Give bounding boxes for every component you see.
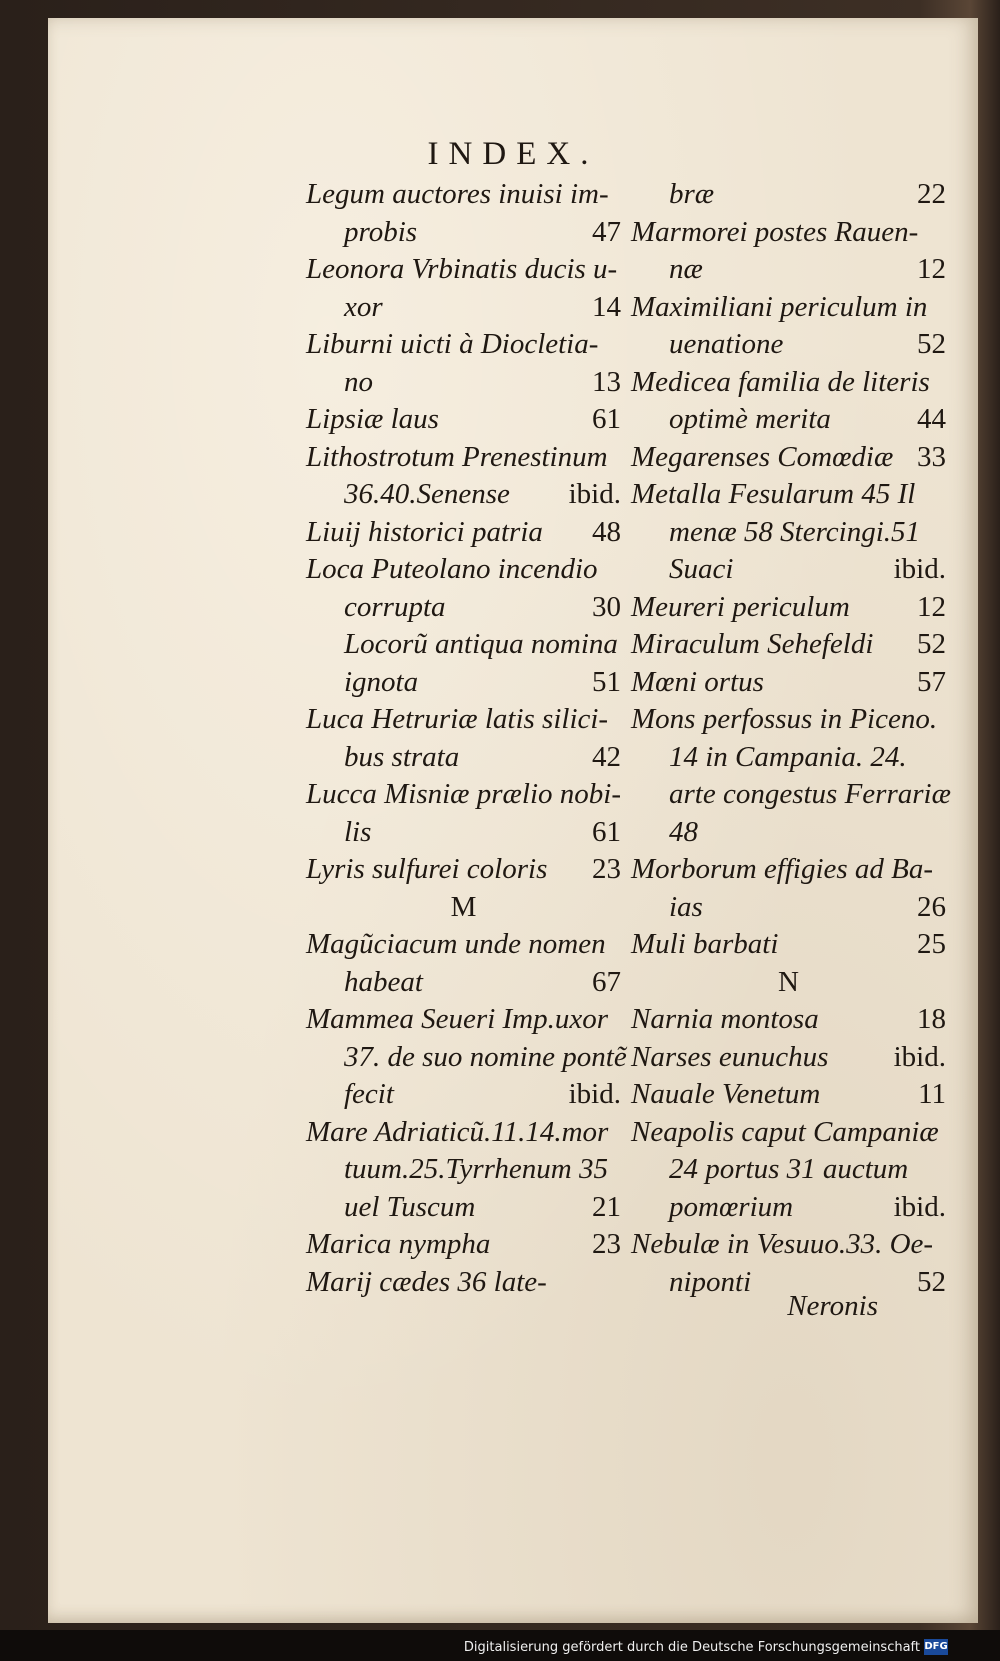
- entry-text: 37. de suo nomine pontẽ: [344, 1040, 627, 1073]
- entry-page-ref: ibid.: [893, 1190, 946, 1223]
- entry-text: optimè merita: [669, 403, 831, 435]
- entry-text: Leonora Vrbinatis ducis u-: [306, 253, 618, 285]
- index-column-left: [306, 176, 627, 1301]
- dfg-logo: DFG: [924, 1639, 948, 1655]
- index-entry: [306, 1001, 621, 1039]
- entry-text: xor: [344, 290, 383, 323]
- index-entry: [306, 1114, 621, 1152]
- entry-page-ref: 48: [592, 515, 621, 548]
- index-entry: [631, 776, 951, 814]
- index-entry: [306, 1264, 621, 1302]
- entry-text: bus strata: [344, 740, 460, 773]
- entry-text: Maximiliani periculum in: [631, 290, 928, 323]
- index-column-right: [631, 176, 951, 1301]
- index-entry: [306, 1226, 621, 1264]
- entry-page-ref: 52: [917, 628, 946, 660]
- entry-page-ref: 12: [917, 590, 946, 623]
- index-entry: [306, 1076, 621, 1114]
- index-entry: [631, 1151, 946, 1189]
- index-entry: [631, 701, 946, 739]
- entry-text: 14 in Campania. 24.: [669, 740, 907, 773]
- index-entry: [306, 589, 621, 627]
- book-page: [48, 18, 978, 1623]
- index-entry: [306, 1039, 627, 1077]
- entry-text: Locorũ antiqua nomina: [344, 628, 618, 660]
- index-entry: [306, 626, 621, 664]
- entry-text: Metalla Fesularum 45 Il: [631, 478, 916, 510]
- entry-text: Megarenses Comœdiæ: [631, 440, 894, 473]
- entry-text: Miraculum Sehefeldi: [631, 628, 874, 660]
- catchword: Neronis: [787, 1290, 878, 1322]
- entry-page-ref: 14: [592, 290, 621, 323]
- index-entry: [631, 1226, 946, 1264]
- entry-text: Mare Adriaticũ.11.14.mor: [306, 1115, 609, 1148]
- index-entry: [631, 364, 946, 402]
- entry-text: uel Tuscum: [344, 1190, 476, 1223]
- index-entry: [631, 814, 946, 852]
- entry-page-ref: 52: [917, 1265, 946, 1298]
- entry-page-ref: 23: [592, 1228, 621, 1260]
- entry-text: M: [450, 890, 477, 923]
- index-entry: [306, 851, 621, 889]
- entry-text: no: [344, 365, 373, 398]
- index-entry: [306, 401, 621, 439]
- entry-text: Loca Puteolano incendio: [306, 553, 598, 585]
- entry-page-ref: 21: [592, 1190, 621, 1223]
- index-entry: [631, 214, 946, 252]
- index-entry: [306, 964, 621, 1002]
- entry-text: lis: [344, 815, 372, 848]
- index-entry: [631, 176, 946, 214]
- entry-text: Liuij historici patria: [306, 515, 543, 548]
- entry-text: Lipsiæ laus: [306, 403, 439, 435]
- entry-text: Suaci: [669, 553, 734, 585]
- entry-page-ref: ibid.: [893, 553, 946, 585]
- index-entry: [306, 326, 621, 364]
- entry-text: ignota: [344, 665, 419, 698]
- index-entry: [306, 701, 621, 739]
- section-letter: [306, 889, 621, 927]
- index-entry: [631, 439, 946, 477]
- entry-text: Muli barbati: [631, 928, 779, 960]
- entry-text: Nauale Venetum: [631, 1078, 821, 1110]
- entry-text: 24 portus 31 auctum: [669, 1153, 909, 1185]
- index-entry: [631, 1039, 946, 1077]
- entry-text: bræ: [669, 178, 715, 210]
- entry-text: Marmorei postes Rauen-: [631, 215, 919, 248]
- index-entry: [306, 664, 621, 702]
- entry-text: habeat: [344, 965, 423, 998]
- index-entry: [631, 889, 946, 927]
- entry-text: pomœrium: [669, 1190, 794, 1223]
- entry-page-ref: 11: [918, 1078, 946, 1110]
- index-entry: [306, 551, 621, 589]
- entry-page-ref: 61: [592, 815, 621, 848]
- entry-text: 48: [669, 815, 698, 848]
- index-entry: [306, 776, 621, 814]
- index-entry: [631, 626, 946, 664]
- entry-page-ref: 23: [592, 853, 621, 885]
- entry-page-ref: 13: [592, 365, 621, 398]
- entry-text: Mammea Seueri Imp.uxor: [306, 1003, 609, 1035]
- entry-text: Mœni ortus: [631, 665, 764, 698]
- index-entry: [306, 289, 621, 327]
- entry-text: N: [778, 965, 799, 998]
- entry-text: Legum auctores inuisi im-: [306, 178, 609, 210]
- index-entry: [306, 926, 621, 964]
- entry-text: Meureri periculum: [631, 590, 850, 623]
- index-entry: [306, 514, 621, 552]
- entry-page-ref: 47: [592, 215, 621, 248]
- index-entry: [631, 551, 946, 589]
- index-entry: [306, 739, 621, 777]
- index-entry: [631, 326, 946, 364]
- index-entry: [306, 1151, 621, 1189]
- entry-page-ref: 42: [592, 740, 621, 773]
- entry-text: Mons perfossus in Piceno.: [631, 703, 938, 735]
- index-entry: [631, 1001, 946, 1039]
- entry-page-ref: ibid.: [568, 478, 621, 510]
- index-entry: [631, 1114, 946, 1152]
- entry-page-ref: 61: [592, 403, 621, 435]
- index-entry: [306, 251, 621, 289]
- entry-text: niponti: [669, 1265, 752, 1298]
- entry-page-ref: 44: [917, 403, 946, 435]
- entry-page-ref: 33: [917, 440, 946, 473]
- entry-text: næ: [669, 253, 703, 285]
- index-entry: [631, 289, 946, 327]
- index-entry: [631, 1189, 946, 1227]
- entry-text: Marij cædes 36 late-: [306, 1265, 547, 1298]
- entry-page-ref: 57: [917, 665, 946, 698]
- entry-page-ref: 18: [917, 1003, 946, 1035]
- index-entry: [306, 439, 621, 477]
- index-entry: [631, 851, 946, 889]
- index-entry: [631, 401, 946, 439]
- entry-page-ref: 25: [917, 928, 946, 960]
- section-letter: [631, 964, 946, 1002]
- entry-text: fecit: [344, 1078, 394, 1110]
- page-title: INDEX.: [427, 136, 599, 172]
- index-entry: [631, 1076, 946, 1114]
- index-entry: [631, 664, 946, 702]
- entry-page-ref: 12: [917, 253, 946, 285]
- index-entry: [306, 814, 621, 852]
- index-entry: [306, 214, 621, 252]
- entry-text: Narses eunuchus: [631, 1040, 829, 1073]
- entry-page-ref: 26: [917, 890, 946, 923]
- entry-text: corrupta: [344, 590, 446, 623]
- entry-text: Luca Hetruriæ latis silici-: [306, 703, 609, 735]
- index-entry: [631, 739, 946, 777]
- index-entry: [631, 251, 946, 289]
- entry-text: menæ 58 Stercingi.51: [669, 515, 921, 548]
- entry-text: Nebulæ in Vesuuo.33. Oe-: [631, 1228, 934, 1260]
- entry-text: Liburni uicti à Diocletia-: [306, 328, 599, 360]
- entry-page-ref: 67: [592, 965, 621, 998]
- entry-text: Narnia montosa: [631, 1003, 819, 1035]
- entry-page-ref: ibid.: [893, 1040, 946, 1073]
- entry-text: probis: [344, 215, 418, 248]
- entry-text: Magũciacum unde nomen: [306, 928, 606, 960]
- entry-page-ref: 30: [592, 590, 621, 623]
- index-entry: [306, 364, 621, 402]
- index-entry: [306, 476, 621, 514]
- index-entry: [306, 176, 621, 214]
- entry-page-ref: 22: [917, 178, 946, 210]
- index-entry: [306, 1189, 621, 1227]
- entry-text: Neapolis caput Campaniæ: [631, 1115, 939, 1148]
- digitization-footer: [0, 1630, 1000, 1661]
- entry-text: Marica nympha: [306, 1228, 491, 1260]
- index-entry: [631, 926, 946, 964]
- entry-page-ref: 51: [592, 665, 621, 698]
- index-entry: [631, 514, 946, 552]
- entry-page-ref: 52: [917, 328, 946, 360]
- index-entry: [631, 476, 946, 514]
- footer-credit: Digitalisierung gefördert durch die Deutsche Forschungsgemeinschaft: [463, 1640, 920, 1655]
- entry-text: uenatione: [669, 328, 784, 360]
- entry-text: Morborum effigies ad Ba-: [631, 853, 934, 885]
- entry-page-ref: ibid.: [568, 1078, 621, 1110]
- entry-text: Medicea familia de literis: [631, 365, 930, 398]
- entry-text: ias: [669, 890, 703, 923]
- entry-text: tuum.25.Tyrrhenum 35: [344, 1153, 608, 1185]
- entry-text: 36.40.Senense: [344, 478, 510, 510]
- entry-text: Lyris sulfurei coloris: [306, 853, 548, 885]
- index-entry: [631, 589, 946, 627]
- entry-text: Lucca Misniæ prælio nobi-: [306, 778, 621, 810]
- entry-text: Lithostrotum Prenestinum: [306, 440, 608, 473]
- entry-text: arte congestus Ferrariæ: [669, 778, 951, 810]
